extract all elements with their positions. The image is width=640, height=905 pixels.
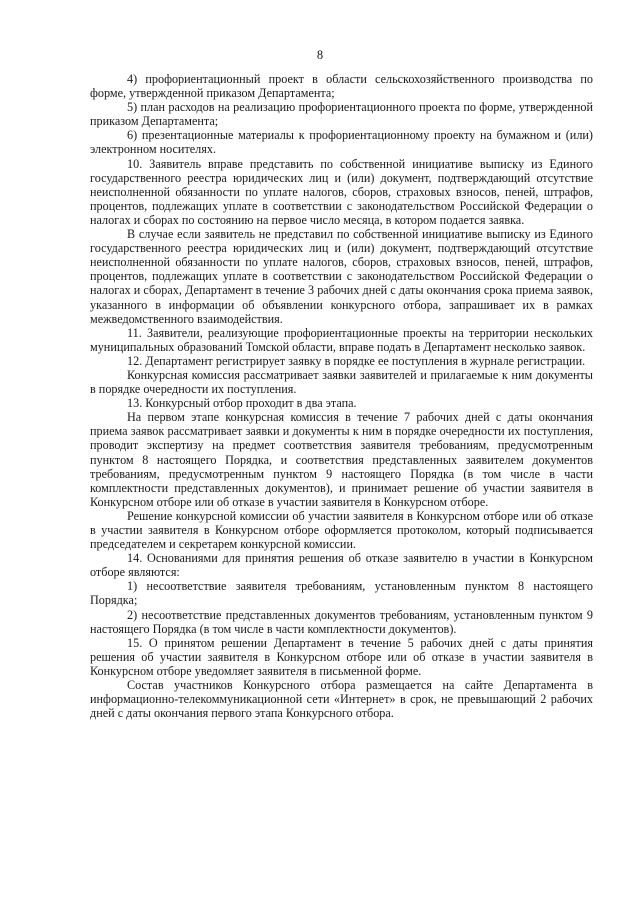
paragraph: В случае если заявитель не представил по собственной инициативе выписку из Единого государственного реестра юридических лиц и (или) документ, подтверждающий отсутствие неисполненной обязанности по уплате налогов, сборов, страховых взносов, пеней, штрафов, процентов, подлежащих уплате в соответствии с законодательством Российской Федерации о налогах и сборах, Департамент в течение 3 рабочих дней с даты окончания срока приема заявок, указанного в информации об объявлении конкурсного отбора, запрашивает их в рамках межведомственного взаимодействия. bbox=[90, 227, 593, 326]
paragraph: Конкурсная комиссия рассматривает заявки заявителей и прилагаемые к ним документы в порядке очередности их поступления. bbox=[90, 367, 593, 397]
paragraph: 15. О принятом решении Департамент в течение 5 рабочих дней с даты принятия решения об участии заявителя в Конкурсном отборе или об отказе в участии заявителя в Конкурсном отборе уведомляет заявителя в письменной форме. bbox=[90, 635, 593, 678]
paragraph: 12. Департамент регистрирует заявку в порядке ее поступления в журнале регистрации. bbox=[127, 353, 586, 368]
paragraph: 10. Заявитель вправе представить по собственной инициативе выписку из Единого государственного реестра юридических лиц и (или) документ, подтверждающий отсутствие неисполненной обязанности по уплате налогов, сборов, страховых взносов, пеней, штрафов, процентов, подлежащих уплате в соответствии с законодательством Российской Федерации о налогах и сборах по состоянию на первое число месяца, в котором подается заявка. bbox=[90, 156, 593, 227]
paragraph: 11. Заявители, реализующие профориентационные проекты на территории нескольких муниципальных образований Томской области, вправе подать в Департамент несколько заявок. bbox=[90, 325, 593, 354]
paragraph: 2) несоответствие представленных документов требованиям, установленным пунктом 9 настоящего Порядка (в том числе в части комплектности документов). bbox=[90, 607, 593, 636]
paragraph: 13. Конкурсный отбор проходит в два этапа. bbox=[127, 396, 357, 411]
paragraph: 4) профориентационный проект в области сельскохозяйственного производства по форме, утвержденной приказом Департамента; bbox=[90, 72, 593, 101]
paragraph: Решение конкурсной комиссии об участии заявителя в Конкурсном отборе или об отказе в участии заявителя в Конкурсном отборе оформляется протоколом, который подписывается председателем и секретарем конкурсной комиссии. bbox=[90, 508, 593, 552]
document-body bbox=[90, 72, 593, 720]
paragraph: Состав участников Конкурсного отбора размещается на сайте Департамента в информационно-телекоммуникационной сети «Интернет» в срок, не превышающий 2 рабочих дней с даты окончания первого этапа Конкурсного отбора. bbox=[90, 678, 593, 721]
page-number: 8 bbox=[316, 48, 324, 62]
paragraph: 1) несоответствие заявителя требованиям, установленным пунктом 8 настоящего Порядка; bbox=[90, 579, 593, 608]
paragraph: 14. Основаниями для принятия решения об отказе заявителю в участии в Конкурсном отборе являются: bbox=[90, 551, 593, 580]
paragraph: 6) презентационные материалы к профориентационному проекту на бумажном и (или) электронном носителях. bbox=[90, 128, 593, 157]
paragraph: 5) план расходов на реализацию профориентационного проекта по форме, утвержденной приказом Департамента; bbox=[90, 100, 593, 129]
paragraph: На первом этапе конкурсная комиссия в течение 7 рабочих дней с даты окончания приема заявок рассматривает заявки и документы к ним в порядке очередности их поступления, проводит экспертизу на предмет соответствия заявителя требованиям, предусмотренным пунктом 8 настоящего Порядка, и соответствия представленных заявителем документов требованиям, предусмотренным пунктом 9 настоящего Порядка (в том числе в части комплектности представленных документов), и принимает решение об участии заявителя в Конкурсном отборе или об отказе в участии заявителя в Конкурсном отборе. bbox=[90, 410, 593, 509]
